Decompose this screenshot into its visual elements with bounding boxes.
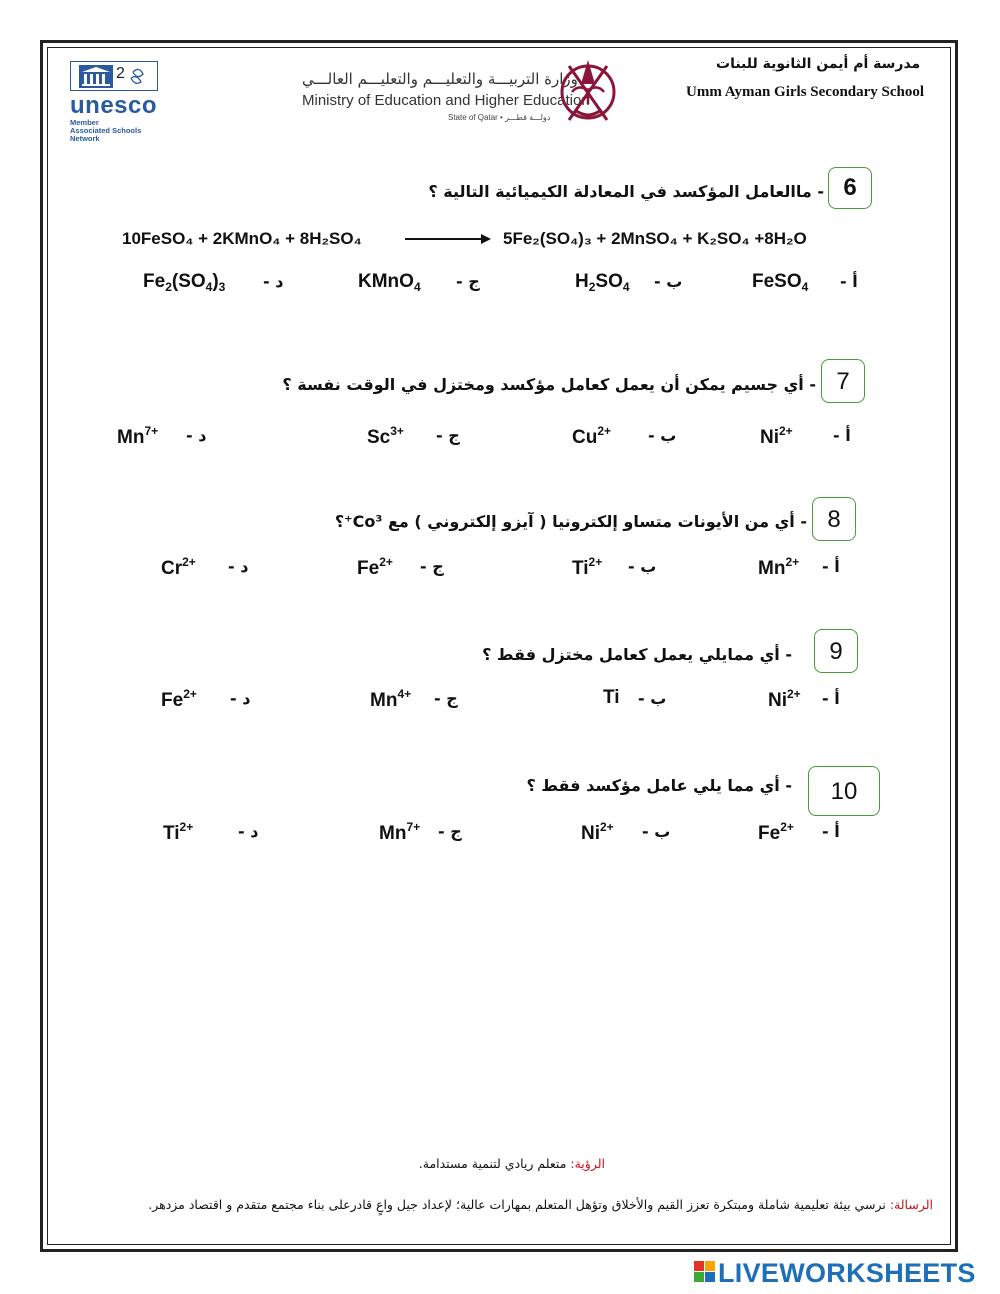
option-letter: أ -: [833, 426, 851, 445]
option-answer[interactable]: $Cr^{2+}$: [161, 555, 196, 579]
mission-label: الرسالة:: [889, 1197, 933, 1212]
question-text: - ماالعامل المؤكسد في المعادلة الكيميائية التالية ؟: [428, 182, 824, 201]
option-letter: أ -: [822, 557, 840, 576]
mission-text: نرسي بيئة تعليمية شاملة ومبتكرة تعزز القيم والأخلاق وتؤهل المتعلم بمهارات عالية؛ لإعداد جيل واعٍ قادرعلى بناء مجتمع متقدم و اقتصاد مزدهر.: [148, 1197, 886, 1212]
ministry-name-ar: وزارة التربيـــة والتعليـــم والتعليـــم العالـــي: [302, 70, 578, 88]
option-letter: ج -: [436, 426, 460, 445]
option-letter: أ -: [840, 272, 858, 291]
ministry-state: State of Qatar • دولـــة قطـــر: [448, 113, 551, 122]
question-text: - أي جسيم يمكن أن يعمل كعامل مؤكسد ومختزل في الوقت نفسة ؟: [282, 375, 816, 394]
school-name-en: Umm Ayman Girls Secondary School: [686, 84, 925, 100]
option-letter: ب -: [628, 557, 657, 576]
arrow-right-icon: [405, 232, 491, 246]
option-answer[interactable]: $Ni^{2+}$: [760, 424, 793, 448]
unesco-number: 2: [116, 65, 125, 82]
question-number: 7: [821, 359, 865, 403]
option-letter: د -: [230, 689, 251, 708]
option-letter: ج -: [438, 822, 462, 841]
question-text: - أي ممايلي يعمل كعامل مختزل فقط ؟: [482, 645, 792, 664]
option-letter: ب -: [642, 822, 671, 841]
temple-icon: [71, 62, 159, 92]
question-number: 10: [808, 766, 880, 816]
option-answer[interactable]: $Fe^{2+}$: [758, 820, 794, 844]
option-answer[interactable]: $Ni^{2+}$: [581, 820, 614, 844]
option-answer[interactable]: $Mn^{7+}$: [117, 424, 159, 448]
option-answer[interactable]: $Cu^{2+}$: [572, 424, 612, 448]
option-answer[interactable]: $Fe^{2+}$: [161, 687, 197, 711]
unesco-badge: [70, 61, 158, 91]
option-letter: د -: [238, 822, 259, 841]
option-letter: أ -: [822, 822, 840, 841]
option-answer[interactable]: $Ti^{2+}$: [163, 820, 194, 844]
option-answer[interactable]: $Sc^{3+}$: [367, 424, 404, 448]
unesco-wordmark: unesco: [70, 92, 158, 119]
equation-right: 5Fe₂(SO₄)₃ + 2MnSO₄ + K₂SO₄ +8H₂O: [503, 229, 807, 248]
option-answer[interactable]: $Fe^{2+}$: [357, 555, 393, 579]
option-answer[interactable]: FeSO$_4$: [752, 271, 809, 294]
mission-line: [148, 1197, 933, 1212]
question-number: 6: [828, 167, 872, 209]
option-letter: ج -: [434, 689, 458, 708]
unesco-sub-line: Network: [70, 134, 100, 143]
option-answer[interactable]: $Fe_2(SO_4)_3$: [143, 271, 226, 294]
liveworksheets-brand[interactable]: LIVEWORKSHEETS: [718, 1258, 976, 1288]
option-answer[interactable]: $Ni^{2+}$: [768, 687, 801, 711]
option-letter: ب -: [648, 426, 677, 445]
option-letter: أ -: [822, 689, 840, 708]
option-answer[interactable]: $Ti^{2+}$: [572, 555, 603, 579]
option-letter: ج -: [420, 557, 444, 576]
unesco-sub-line: Associated Schools: [70, 126, 142, 135]
question-number: 8: [812, 497, 856, 541]
vision-text: متعلم ريادي لتنمية مستدامة.: [418, 1156, 567, 1171]
option-letter: ج -: [456, 272, 480, 291]
option-letter: د -: [186, 426, 207, 445]
vision-line: [419, 1156, 605, 1171]
option-letter: ب -: [654, 272, 683, 291]
school-name-ar: مدرسة أم أيمن الثانوية للبنات: [716, 56, 921, 72]
question-text: - أي مما يلي عامل مؤكسد فقط ؟: [526, 776, 792, 795]
option-answer[interactable]: Ti: [603, 687, 620, 708]
ministry-name-en: Ministry of Education and Higher Education: [302, 92, 590, 109]
option-answer[interactable]: $Mn^{4+}$: [370, 687, 412, 711]
option-answer[interactable]: KMnO$_4$: [358, 271, 421, 294]
option-letter: ب -: [638, 689, 667, 708]
question-text: - أي من الأيونات متساو إلكترونيا ( آيزو إلكتروني ) مع Co³⁺؟: [334, 512, 807, 531]
question-number: 9: [814, 629, 858, 673]
equation-left: 10FeSO₄ + 2KMnO₄ + 8H₂SO₄: [122, 229, 362, 248]
option-letter: د -: [263, 272, 284, 291]
unesco-sub-line: Member: [70, 118, 99, 127]
unesco-subtitle: [70, 119, 141, 143]
vision-label: الرؤية:: [570, 1156, 605, 1171]
option-answer[interactable]: $Mn^{7+}$: [379, 820, 421, 844]
option-answer[interactable]: $H_2SO_4$: [575, 271, 630, 294]
option-letter: د -: [228, 557, 249, 576]
option-answer[interactable]: $Mn^{2+}$: [758, 555, 800, 579]
qatar-emblem-icon: [555, 50, 621, 128]
liveworksheets-logo-icon: [694, 1261, 716, 1283]
